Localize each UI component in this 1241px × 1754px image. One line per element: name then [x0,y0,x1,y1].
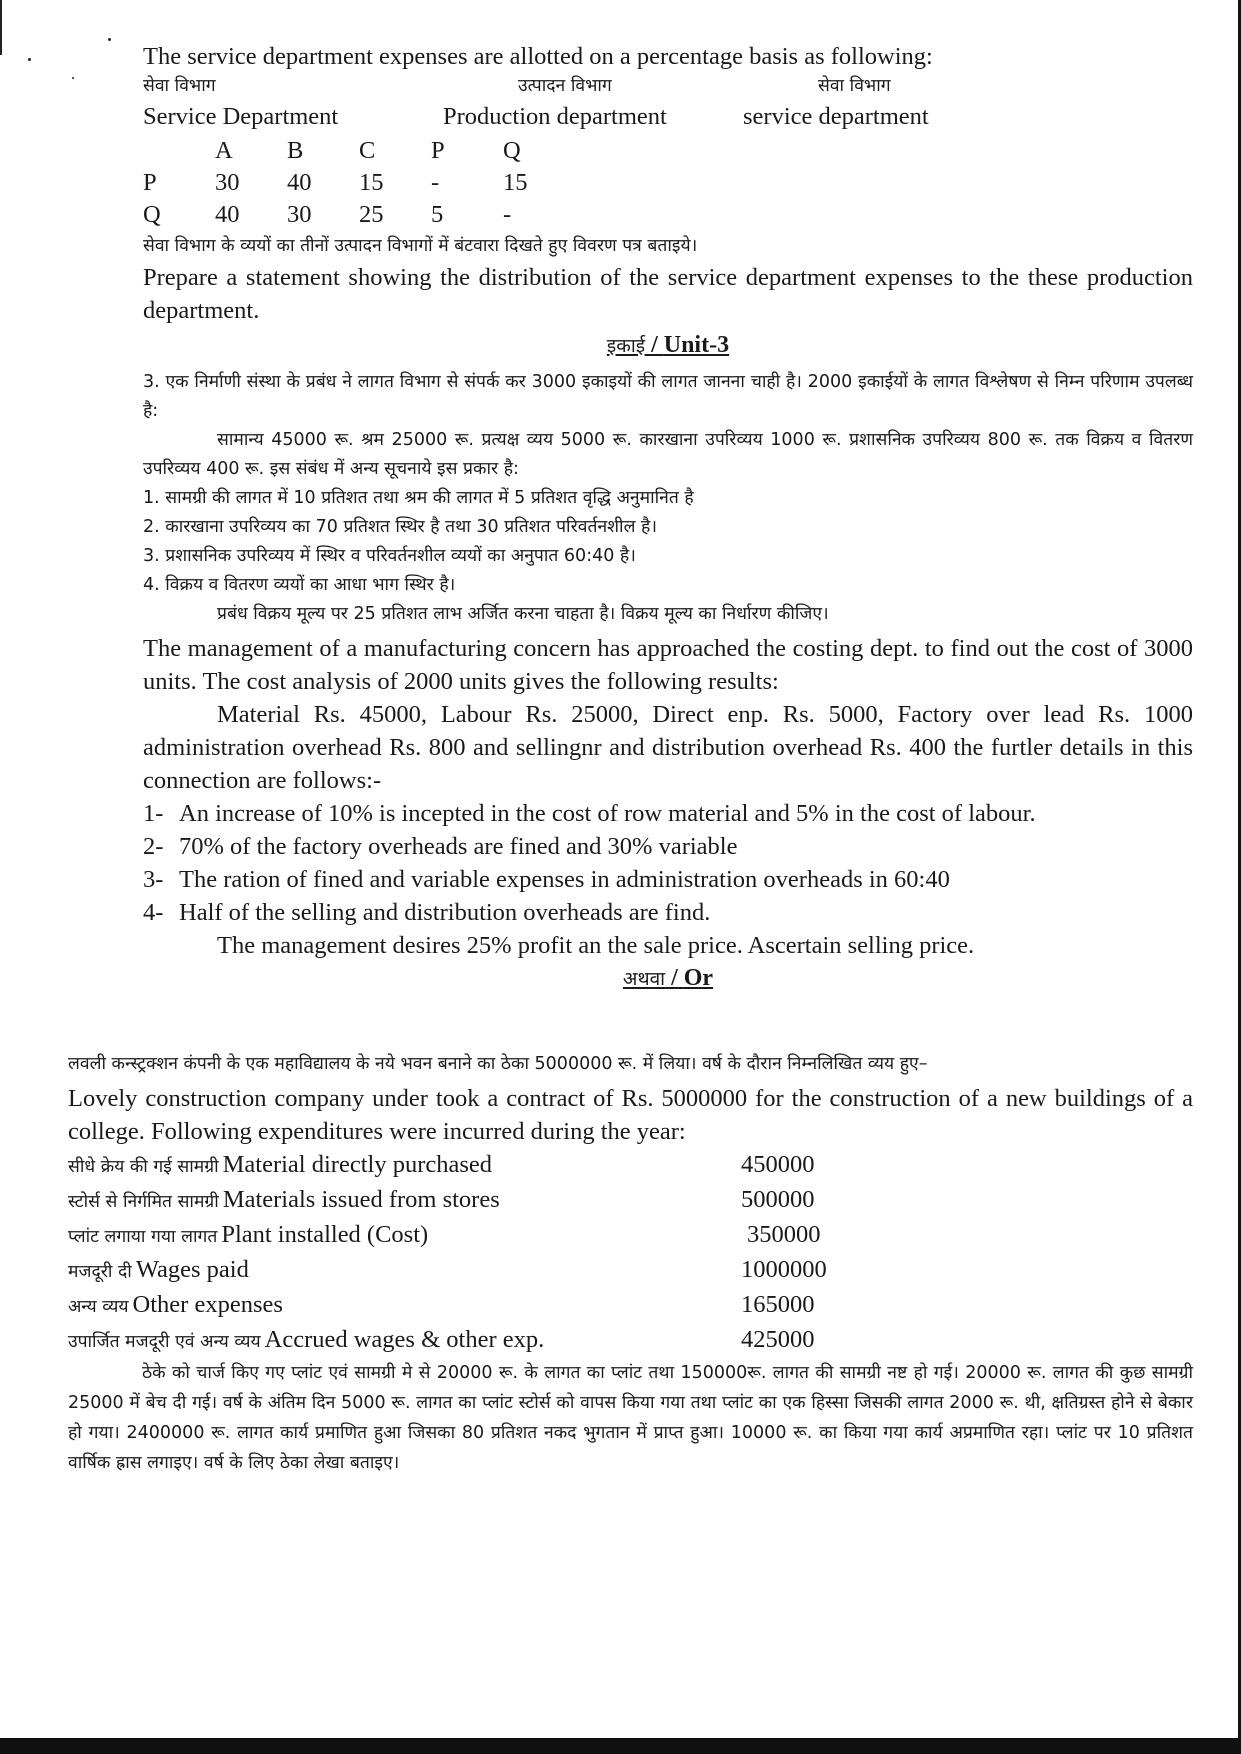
expense-label-hindi: सीधे क्रेय की गई सामग्री [68,1157,219,1177]
expense-amount: 1000000 [741,1256,827,1283]
or-heading-hindi: अथवा [622,968,666,990]
unit-heading-hindi: इकाई [606,335,646,357]
hindi-header-service: सेवा विभाग [143,76,216,96]
expense-row [68,1253,1193,1288]
expense-label-english: Wages paid [135,1256,249,1283]
expense-label-hindi: अन्य व्यय [68,1297,129,1317]
expense-label-english: Other expenses [132,1291,283,1318]
q3-english-costs: Material Rs. 45000, Labour Rs. 25000, Direct enp. Rs. 5000, Factory over lead Rs. 1000 administration overhead Rs. 800 and sellingnr and distribution overhead Rs. 400 the furtler details in this connection are follows:- [143,701,1193,794]
q3-hindi [143,368,1193,995]
or-heading: अथवा / Or [622,965,714,991]
q3-hindi-intro: 3. एक निर्माणी संस्था के प्रबंध ने लागत विभाग से संपर्क कर 3000 इकाइयों की लागत जानना चाही है। 2000 इकाईयों के लागत विश्लेषण से निम्न परिणाम उपलब्ध है: [143,372,1193,421]
q3-english-final: The management desires 25% profit an the sale price. Ascertain selling price. [217,932,975,959]
allocation-table [143,135,1193,231]
or-closing-hindi: ठेके को चार्ज किए गए प्लांट एवं सामग्री मे से 20000 रू. के लागत का प्लांट तथा 150000रू. लागत की सामग्री नष्ट हो गई। 20000 रू. लागत की कुछ सामग्री 25000 में बेच दी गई। वर्ष के अंतिम दिन 5000 रू. लागत का प्लांट स्टोर्स को वापस किया गया तथा प्लांट का एक हिस्सा जिसकी लागत 2000 रू. थी, क्षतिग्रस्त होने से बेकार हो गया। 2400000 रू. लागत कार्य प्रमाणित हुआ जिसका 80 प्रतिशत नकद भुगतान में प्राप्त हुआ। 10000 रू. का किया गया कार्य अप्रमाणित रहा। प्लांट पर 10 प्रतिशत वार्षिक ह्रास लगाइए। वर्ष के लिए ठेका लेखा बताइए। [68,1363,1193,1473]
scan-edge-left [0,0,2,55]
point-text: Half of the selling and distribution overheads are find. [179,899,711,926]
expense-amount: 500000 [741,1186,815,1213]
expense-label-english: Plant installed (Cost) [221,1221,429,1248]
point-number: 1- [143,800,164,827]
table-cell: 5 [431,201,444,228]
table-cell: - [431,169,440,196]
english-header-production: Production department [443,103,667,130]
expense-label-hindi: उपार्जित मजदूरी एवं अन्य व्यय [68,1332,261,1352]
expense-row [68,1183,1193,1218]
table-cell: 15 [359,169,384,196]
table-cell: 30 [215,169,240,196]
table-cell: Q [143,201,161,228]
hindi-header-row [143,73,1193,99]
q2-instruction-english: Prepare a statement showing the distribution of the service department expenses to the these production department. [143,264,1193,324]
expense-label-hindi: प्लांट लगाया गया लागत [68,1227,218,1247]
table-cell: 25 [359,201,384,228]
expense-row [68,1288,1193,1323]
expense-row [68,1218,1193,1253]
english-header-row [143,99,1193,135]
expense-label-hindi: स्टोर्स से निर्गमित सामग्री [68,1192,219,1212]
point-number: 3- [143,866,164,893]
q3-hindi-point: 2. कारखाना उपरिव्यय का 70 प्रतिशत स्थिर है तथा 30 प्रतिशत परिवर्तनशील है। [143,517,657,537]
or-section [68,1050,1193,1478]
table-cell: 40 [215,201,240,228]
hindi-header-service-2: सेवा विभाग [818,76,891,96]
q3-hindi-costs: सामान्य 45000 रू. श्रम 25000 रू. प्रत्यक्ष व्यय 5000 रू. कारखाना उपरिव्यय 1000 रू. प्रशासनिक उपरिव्यय 800 रू. तक विक्रय व वितरण उपरिव्यय 400 रू. इस संबंध में अन्य सूचनाये इस प्रकार है: [143,430,1193,479]
unit-heading-english: Unit-3 [663,332,730,358]
table-header-cell: B [287,137,304,164]
q2-instruction-hindi: सेवा विभाग के व्ययों का तीनों उत्पादन विभागों में बंटवारा दिखते हुए विवरण पत्र बताइये। [143,236,698,256]
unit-3-heading: इकाई / Unit-3 [606,332,730,358]
table-header-cell: P [431,137,445,164]
or-heading-english: Or [683,965,714,991]
q3-hindi-point: 1. सामग्री की लागत में 10 प्रतिशत तथा श्रम की लागत में 5 प्रतिशत वृद्धि अनुमानित है [143,488,694,508]
table-cell: P [143,169,157,196]
point-text: An increase of 10% is incepted in the cost of row material and 5% in the cost of labour. [179,800,1036,827]
expense-label-english: Materials issued from stores [222,1186,500,1213]
scan-speck [108,38,111,41]
table-cell: 40 [287,169,312,196]
scan-edge-bottom [0,1738,1241,1754]
point-text: 70% of the factory overheads are fined and 30% variable [179,833,738,860]
table-header-cell: A [215,137,233,164]
point-number: 2- [143,833,164,860]
hindi-header-production: उत्पादन विभाग [518,76,612,96]
english-header-service: Service Department [143,103,339,130]
q3-english-point [143,830,1193,863]
table-cell: 15 [503,169,528,196]
expense-amount: 350000 [747,1221,821,1248]
expense-label-english: Accrued wages & other exp. [264,1326,545,1353]
q3-hindi-point: 4. विक्रय व वितरण व्ययों का आधा भाग स्थिर है। [143,575,456,595]
table-header-cell: Q [503,137,521,164]
scan-speck [28,58,31,61]
expense-amount: 165000 [741,1291,815,1318]
or-intro-english: Lovely construction company under took a contract of Rs. 5000000 for the construction of a new buildings of a college. Following expenditures were incurred during the year: [68,1085,1193,1145]
point-text: The ration of fined and variable expenses in administration overheads in 60:40 [179,866,950,893]
expense-amount: 450000 [741,1151,815,1178]
point-number: 4- [143,899,164,926]
q3-english-intro: The management of a manufacturing concern has approached the costing dept. to find out the cost of 3000 units. The cost analysis of 2000 units gives the following results: [143,635,1193,695]
table-header-cell [143,135,215,167]
q2-intro: The service department expenses are allotted on a percentage basis as following: [143,43,933,70]
q2-section [143,40,1193,362]
table-header-cell: C [359,137,376,164]
expense-label-hindi: मजदूरी दी [68,1262,132,1282]
expense-row [68,1148,1193,1183]
q3-hindi-point: 3. प्रशासनिक उपरिव्यय में स्थिर व परिवर्तनशील व्ययों का अनुपात 60:40 है। [143,546,636,566]
expense-row [68,1323,1193,1358]
table-cell: - [503,201,512,228]
q3-english-point [143,896,1193,929]
expense-amount: 425000 [741,1326,815,1353]
q3-hindi-final: प्रबंध विक्रय मूल्य पर 25 प्रतिशत लाभ अर्जित करना चाहता है। विक्रय मूल्य का निर्धारण कीजिए। [217,604,829,624]
expense-label-english: Material directly purchased [222,1151,493,1178]
table-cell: 30 [287,201,312,228]
q3-english-point [143,863,1193,896]
expenses-list [68,1148,1193,1358]
or-intro-hindi: लवली कन्स्ट्रक्शन कंपनी के एक महाविद्यालय के नये भवन बनाने का ठेका 5000000 रू. में लिया। वर्ष के दौरान निम्नलिखित व्यय हुए– [68,1054,928,1074]
english-header-service-2: service department [743,103,929,130]
q3-english-point [143,797,1193,830]
scan-speck [72,77,74,79]
